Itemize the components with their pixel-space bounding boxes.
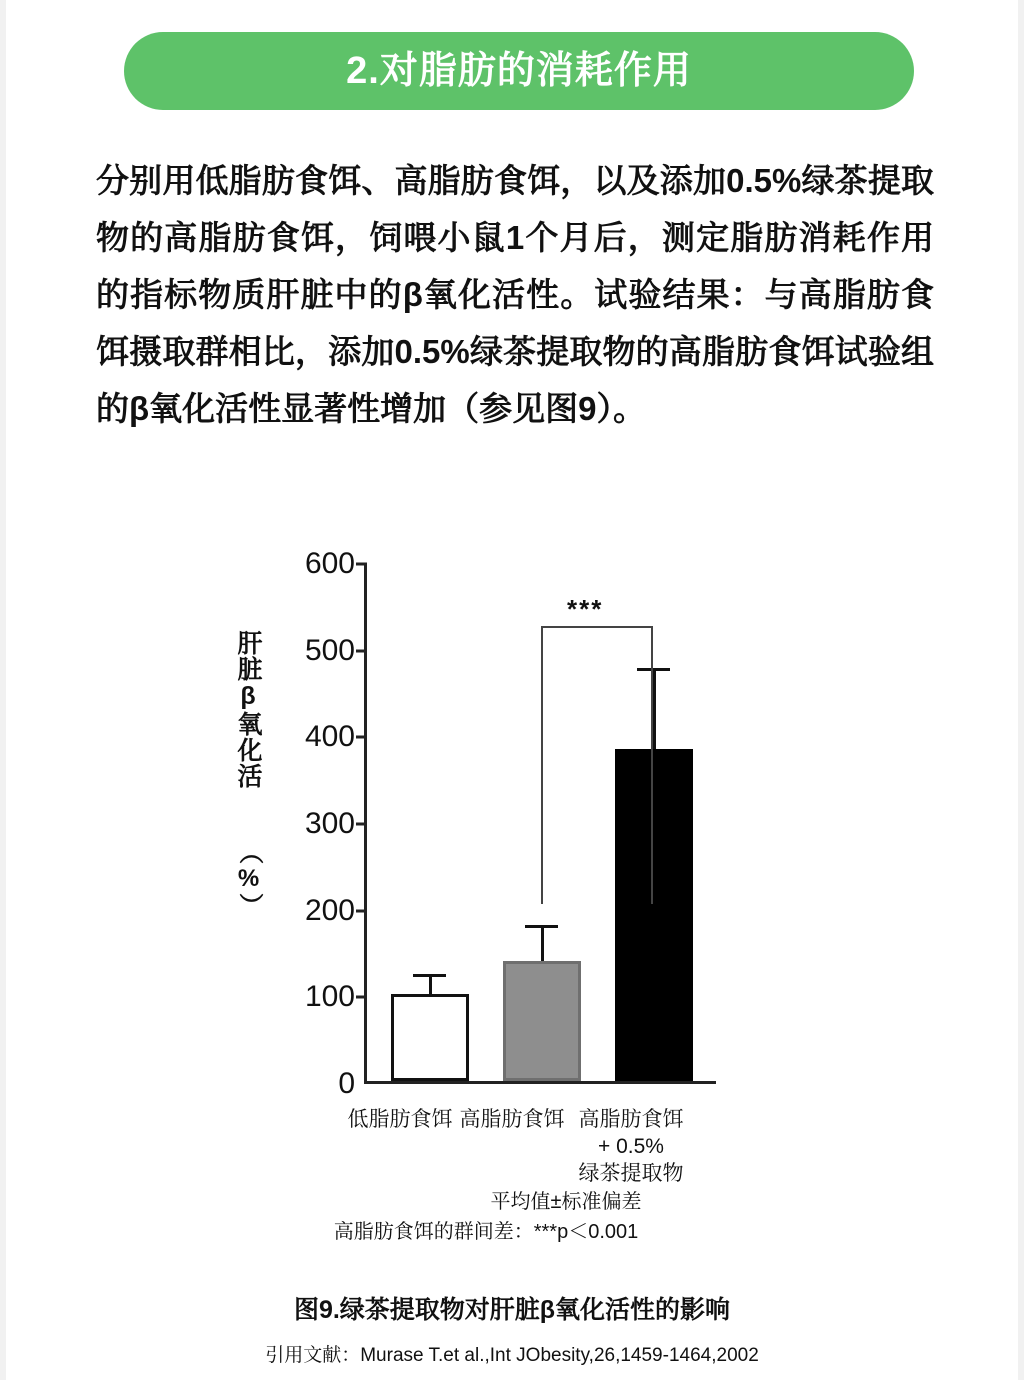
errorbar-line-high-fat-diet-green-tea	[653, 671, 656, 749]
y-tick-400: 400	[304, 720, 355, 754]
x-category-high-fat-diet: 高脂肪食饵	[459, 1108, 565, 1131]
y-tickmark-200	[356, 909, 367, 912]
y-tick-600: 600	[304, 547, 355, 580]
bar-low-fat-diet	[391, 994, 469, 1081]
y-tick-100: 100	[304, 980, 355, 1014]
figure-citation: 引用文献：Murase T.et al.,Int JObesity,26,1459-1464,2002	[265, 1345, 759, 1366]
x-category-low-fat-diet: 低脂肪食饵	[347, 1108, 453, 1131]
chart-note-mean-sd: 平均值±标准偏差	[490, 1191, 642, 1213]
body-paragraph: 分别用低脂肪食饵、高脂肪食饵，以及添加0.5%绿茶提取物的高脂肪食饵，饲喂小鼠1个月后，测定脂肪消耗作用的指标物质肝脏中的β氧化活性。试验结果：与高脂肪食饵摄取群相比，添加0.5%绿茶提取物的高脂肪食饵试验组的β氧化活性显著性增加（参见图9）。	[96, 162, 934, 427]
bar-high-fat-diet	[503, 961, 581, 1081]
significance-stars: ***	[567, 594, 604, 624]
significance-bracket	[541, 626, 653, 904]
section-header-banner	[124, 32, 914, 110]
y-tickmark-400	[356, 736, 367, 739]
figure-caption: 图9.绿茶提取物对肝脏β氧化活性的影响	[293, 1296, 731, 1324]
errorbar-line-high-fat-diet	[541, 928, 544, 961]
y-tickmark-300	[356, 823, 367, 826]
x-category-green-tea-line3: 绿茶提取物	[578, 1162, 684, 1185]
plot-area	[304, 547, 716, 1100]
page-title: 2.对脂肪的消耗作用	[346, 50, 692, 92]
y-tickmark-600	[356, 563, 367, 566]
x-category-green-tea-line1: 高脂肪食饵	[578, 1108, 684, 1131]
page-right-edge	[1018, 0, 1024, 1380]
y-tick-0: 0	[338, 1067, 355, 1100]
y-tickmark-100	[356, 996, 367, 999]
y-axis-label: 肝脏β氧化活	[234, 630, 262, 789]
bar-chart	[234, 540, 796, 1243]
x-category-green-tea-line2: + 0.5%	[598, 1135, 664, 1158]
page-left-edge	[0, 0, 6, 1380]
y-tickmark-500	[356, 649, 367, 652]
y-tick-500: 500	[304, 633, 355, 667]
chart-note-p-value: 高脂肪食饵的群间差：***p＜0.001	[333, 1221, 639, 1243]
errorbar-cap-low-fat-diet	[413, 974, 446, 977]
errorbar-line-low-fat-diet	[429, 977, 432, 994]
y-tick-200: 200	[304, 893, 355, 927]
y-tick-300: 300	[304, 807, 355, 840]
y-axis-unit: （%）	[235, 840, 262, 918]
errorbar-cap-high-fat-diet	[525, 925, 558, 928]
